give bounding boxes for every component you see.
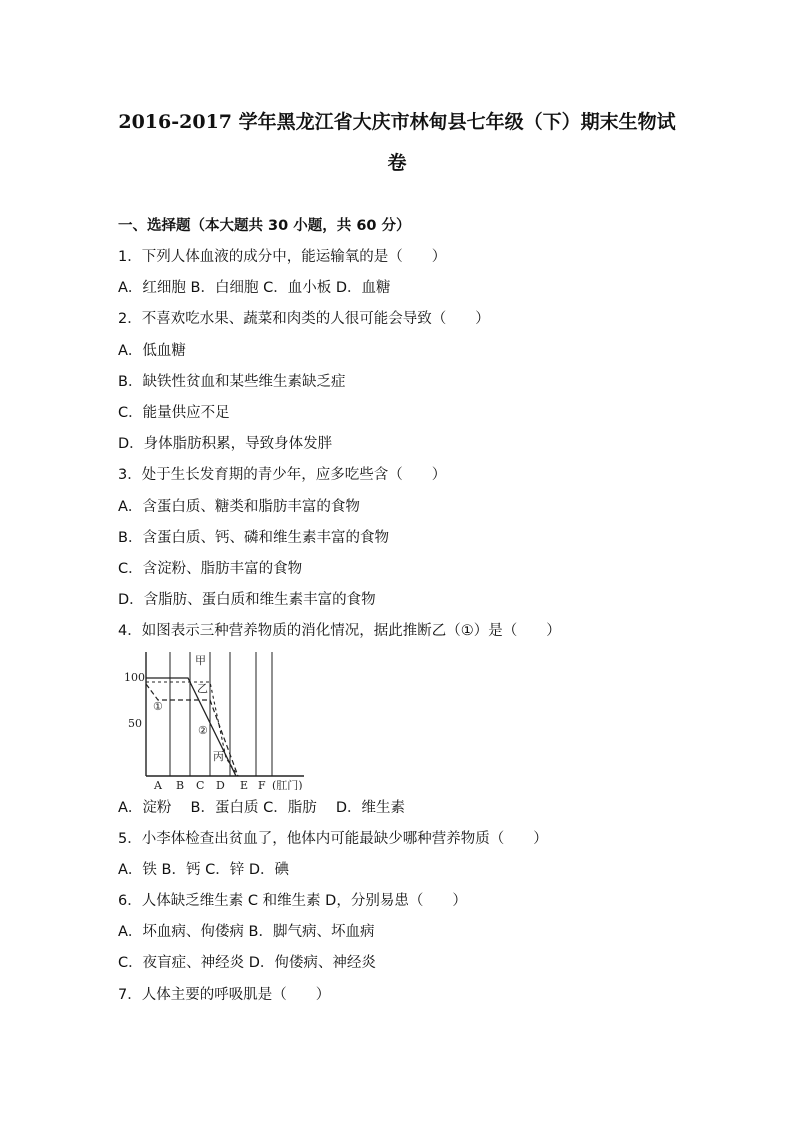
option-line: A．低血糖 [118,343,186,359]
option-line: A．铁 B．钙 C．锌 D．碘 [118,862,289,878]
option-line: A．含蛋白质、糖类和脂肪丰富的食物 [118,499,360,515]
curve-label-jia: 甲 [195,654,206,667]
question-line: 5．小李体检查出贫血了，他体内可能最缺少哪种营养物质（ ） [118,831,548,847]
option-line: B．含蛋白质、钙、磷和维生素丰富的食物 [118,530,389,546]
question-line: 6．人体缺乏维生素 C 和维生素 D，分别易患（ ） [118,893,467,909]
x-label-b: B [176,779,185,790]
option-line: C．含淀粉、脂肪丰富的食物 [118,561,303,577]
option-line: C．能量供应不足 [118,405,230,421]
x-label-e: E [240,779,249,790]
option-line: D．含脂肪、蛋白质和维生素丰富的食物 [118,592,376,608]
curve-label-bing: 丙 [213,750,224,763]
x-label-a: A [154,779,162,790]
section-heading: 一、选择题（本大题共 30 小题，共 60 分） [118,218,411,234]
y-label-50: 50 [128,717,142,730]
curve-label-yi: 乙 [197,682,208,695]
option-line: C．夜盲症、神经炎 D．佝偻病、神经炎 [118,955,376,971]
y-label-100: 100 [124,671,145,684]
digestion-figure [122,648,312,790]
question-line: 1．下列人体血液的成分中，能运输氧的是（ ） [118,249,447,265]
question-line: 2．不喜欢吃水果、蔬菜和肉类的人很可能会导致（ ） [118,311,490,327]
document-title-line2: 卷 [387,152,407,174]
question-line: 4．如图表示三种营养物质的消化情况，据此推断乙（①）是（ ） [118,623,561,639]
x-label-anus: (肛门) [272,779,303,790]
option-line: D．身体脂肪积累，导致身体发胖 [118,436,333,452]
option-line: B．缺铁性贫血和某些维生素缺乏症 [118,374,346,390]
curve-bing [146,682,238,776]
x-label-f: F [258,779,266,790]
option-line: A．淀粉 B．蛋白质 C．脂肪 D．维生素 [118,800,405,816]
question-line: 7．人体主要的呼吸肌是（ ） [118,987,331,1003]
circled-label-2: ② [198,724,208,737]
curve-yi [146,684,238,776]
x-label-d: D [216,779,225,790]
x-label-c: C [196,779,205,790]
option-line: A．坏血病、佝偻病 B．脚气病、坏血病 [118,924,375,940]
circled-label-1: ① [153,700,163,713]
question-line: 3．处于生长发育期的青少年，应多吃些含（ ） [118,467,447,483]
option-line: A．红细胞 B．白细胞 C．血小板 D．血糖 [118,280,391,296]
document-title-line1: 2016-2017 学年黑龙江省大庆市林甸县七年级（下）期末生物试 [118,111,676,133]
